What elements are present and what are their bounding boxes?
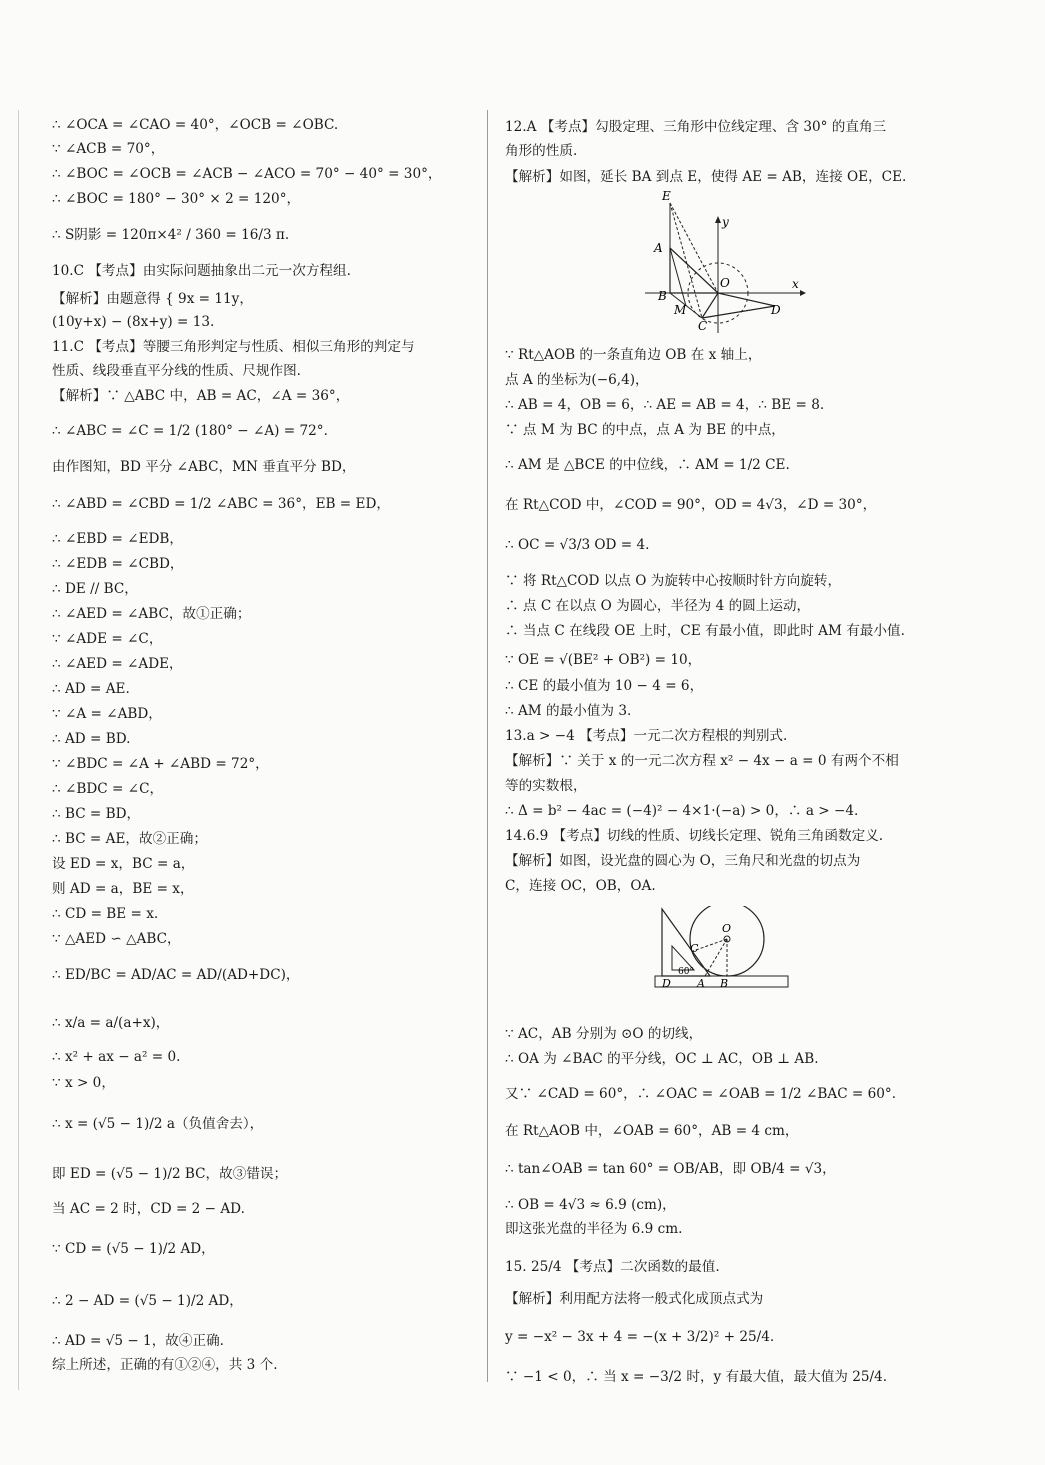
right-line: 15. 25/4 【考点】二次函数的最值. — [505, 1259, 720, 1275]
right-line: ∵ Rt△AOB 的一条直角边 OB 在 x 轴上， — [505, 347, 762, 363]
fig12-label-M: M — [674, 303, 687, 317]
right-line: y = −x² − 3x + 4 = −(x + 3/2)² + 25/4. — [505, 1329, 775, 1345]
left-line: ∴ AD = √5 − 1，故④正确. — [52, 1333, 224, 1349]
right-line: 12.A 【考点】勾股定理、三角形中位线定理、含 30° 的直角三 — [505, 119, 887, 135]
right-line: 【解析】如图，延长 BA 到点 E，使得 AE = AB，连接 OE，CE. — [505, 169, 907, 185]
left-line: ∴ ED/BC = AD/AC = AD/(AD+DC)， — [52, 967, 300, 983]
left-line: ∴ ∠OCA = ∠CAO = 40°，∠OCB = ∠OBC. — [52, 117, 339, 133]
page-margin-line — [18, 110, 19, 1390]
left-line: ∴ BC = BD， — [52, 806, 141, 822]
right-line: 【解析】∵ 关于 x 的一元二次方程 x² − 4x − a = 0 有两个不相 — [505, 753, 899, 769]
right-line: ∴ Δ = b² − 4ac = (−4)² − 4×1·(−a) > 0，∴ a > −4. — [505, 803, 859, 819]
fig12-label-A: A — [654, 241, 663, 255]
right-line: ∵ OE = √(BE² + OB²) = 10， — [505, 652, 702, 668]
left-line: 则 AD = a，BE = x， — [52, 881, 194, 897]
left-line: 综上所述，正确的有①②④，共 3 个. — [52, 1357, 278, 1373]
fig14-label-60: 60° — [678, 967, 694, 977]
fig14-label-B: B — [720, 977, 729, 990]
left-line: ∵ x > 0， — [52, 1075, 115, 1091]
left-line: ∵ ∠ACB = 70°， — [52, 141, 165, 157]
fig12-label-O: O — [720, 276, 730, 290]
left-line: ∴ x² + ax − a² = 0. — [52, 1049, 181, 1065]
right-line: 又∵ ∠CAD = 60°，∴ ∠OAC = ∠OAB = 1/2 ∠BAC = 60°. — [505, 1086, 897, 1102]
left-line: ∴ ∠AED = ∠ABC，故①正确； — [52, 606, 251, 622]
left-line: ∴ ∠BDC = ∠C， — [52, 781, 164, 797]
left-line: ∴ ∠AED = ∠ADE， — [52, 656, 183, 672]
right-line: ∴ tan∠OAB = tan 60° = OB/AB，即 OB/4 = √3， — [505, 1161, 836, 1177]
fig12-label-D: D — [771, 303, 781, 317]
right-line: ∴ AB = 4，OB = 6，∴ AE = AB = 4，∴ BE = 8. — [505, 397, 825, 413]
right-line: ∴ AM 是 △BCE 的中位线，∴ AM = 1/2 CE. — [505, 457, 790, 473]
left-line: ∵ △AED ∽ △ABC， — [52, 931, 181, 947]
left-line: (10y+x) − (8x+y) = 13. — [52, 314, 215, 330]
left-line: ∴ ∠BOC = 180° − 30° × 2 = 120°， — [52, 191, 301, 207]
right-line: ∵ 将 Rt△COD 以点 O 为旋转中心按顺时针方向旋转， — [505, 573, 842, 589]
fig14-label-D: D — [662, 977, 671, 990]
right-line: ∴ OB = 4√3 ≈ 6.9 (cm)， — [505, 1197, 676, 1213]
right-line: ∴ 点 C 在以点 O 为圆心，半径为 4 的圆上运动， — [505, 598, 811, 614]
left-line: ∴ ∠EDB = ∠CBD， — [52, 556, 184, 572]
left-line: ∴ AD = BD. — [52, 731, 131, 747]
right-line: 在 Rt△AOB 中，∠OAB = 60°，AB = 4 cm， — [505, 1123, 799, 1139]
right-line: 在 Rt△COD 中，∠COD = 90°，OD = 4√3，∠D = 30°， — [505, 497, 877, 513]
right-line: ∵ 点 M 为 BC 的中点，点 A 为 BE 的中点， — [505, 422, 785, 438]
left-line: 11.C 【考点】等腰三角形判定与性质、相似三角形的判定与 — [52, 339, 415, 355]
right-line: 13.a > −4 【考点】一元二次方程根的判别式. — [505, 728, 788, 744]
fig12-label-B: B — [658, 289, 667, 303]
left-line: ∵ CD = (√5 − 1)/2 AD， — [52, 1241, 215, 1257]
left-line: ∴ 2 − AD = (√5 − 1)/2 AD， — [52, 1293, 243, 1309]
left-line: ∵ ∠BDC = ∠A + ∠ABD = 72°， — [52, 756, 269, 772]
fig12-label-y: y — [722, 215, 729, 229]
left-line: ∵ ∠A = ∠ABD， — [52, 706, 162, 722]
left-line: 【解析】由题意得 { 9x = 11y， — [52, 291, 253, 307]
left-line: ∴ ∠ABC = ∠C = 1/2 (180° − ∠A) = 72°. — [52, 423, 328, 439]
left-line: ∴ DE // BC， — [52, 581, 138, 597]
left-line: 10.C 【考点】由实际问题抽象出二元一次方程组. — [52, 263, 351, 279]
left-line: ∴ ∠EBD = ∠EDB， — [52, 531, 183, 547]
fig14-label-C: C — [690, 942, 699, 955]
left-line: ∵ ∠ADE = ∠C， — [52, 631, 163, 647]
right-line: ∴ OA 为 ∠BAC 的平分线，OC ⊥ AC，OB ⊥ AB. — [505, 1051, 819, 1067]
right-line: 等的实数根， — [505, 778, 587, 794]
figure-12-coordinate-diagram — [640, 188, 820, 338]
left-line: 由作图知，BD 平分 ∠ABC，MN 垂直平分 BD， — [52, 459, 356, 475]
left-line: 性质、线段垂直平分线的性质、尺规作图. — [52, 363, 302, 379]
right-line: C，连接 OC，OB，OA. — [505, 878, 656, 894]
left-line: 当 AC = 2 时，CD = 2 − AD. — [52, 1201, 245, 1217]
right-line: 点 A 的坐标为(−6,4)， — [505, 372, 649, 388]
right-line: 14.6.9 【考点】切线的性质、切线长定理、锐角三角函数定义. — [505, 828, 884, 844]
right-line: ∵ −1 < 0，∴ 当 x = −3/2 时，y 有最大值，最大值为 25/4. — [505, 1369, 888, 1385]
fig12-label-C: C — [698, 319, 708, 333]
left-line: ∴ S阴影 = 120π×4² / 360 = 16/3 π. — [52, 227, 290, 243]
fig14-label-A: A — [697, 977, 705, 990]
left-line: ∴ ∠ABD = ∠CBD = 1/2 ∠ABC = 36°，EB = ED， — [52, 496, 390, 512]
left-line: ∴ x = (√5 − 1)/2 a（负值舍去）， — [52, 1116, 264, 1132]
right-line: 角形的性质. — [505, 143, 578, 159]
left-line: ∴ CD = BE = x. — [52, 906, 159, 922]
right-line: ∴ CE 的最小值为 10 − 4 = 6， — [505, 678, 704, 694]
left-line: ∴ ∠BOC = ∠OCB = ∠ACB − ∠ACO = 70° − 40° = 30°， — [52, 166, 442, 182]
left-line: 即 ED = (√5 − 1)/2 BC，故③错误； — [52, 1166, 288, 1182]
right-line: 【解析】如图，设光盘的圆心为 O，三角尺和光盘的切点为 — [505, 853, 861, 869]
left-line: ∴ AD = AE. — [52, 681, 130, 697]
fig14-label-O: O — [722, 922, 732, 935]
right-line: ∴ 当点 C 在线段 OE 上时，CE 有最小值，即此时 AM 有最小值. — [505, 623, 905, 639]
fig12-label-x: x — [792, 277, 799, 291]
right-line: ∴ AM 的最小值为 3. — [505, 703, 632, 719]
left-line: 设 ED = x，BC = a， — [52, 856, 195, 872]
left-line: 【解析】∵ △ABC 中，AB = AC，∠A = 36°， — [52, 388, 350, 404]
right-line: 即这张光盘的半径为 6.9 cm. — [505, 1221, 683, 1237]
right-line: ∴ OC = √3/3 OD = 4. — [505, 537, 650, 553]
right-line: ∵ AC，AB 分别为 ⊙O 的切线， — [505, 1026, 703, 1042]
column-divider — [487, 110, 488, 1382]
right-line: 【解析】利用配方法将一般式化成顶点式为 — [505, 1291, 764, 1307]
left-line: ∴ x/a = a/(a+x)， — [52, 1015, 170, 1031]
figure-14-disc-and-set-square — [650, 906, 795, 994]
fig12-label-E: E — [662, 189, 671, 203]
left-line: ∴ BC = AE，故②正确； — [52, 831, 207, 847]
